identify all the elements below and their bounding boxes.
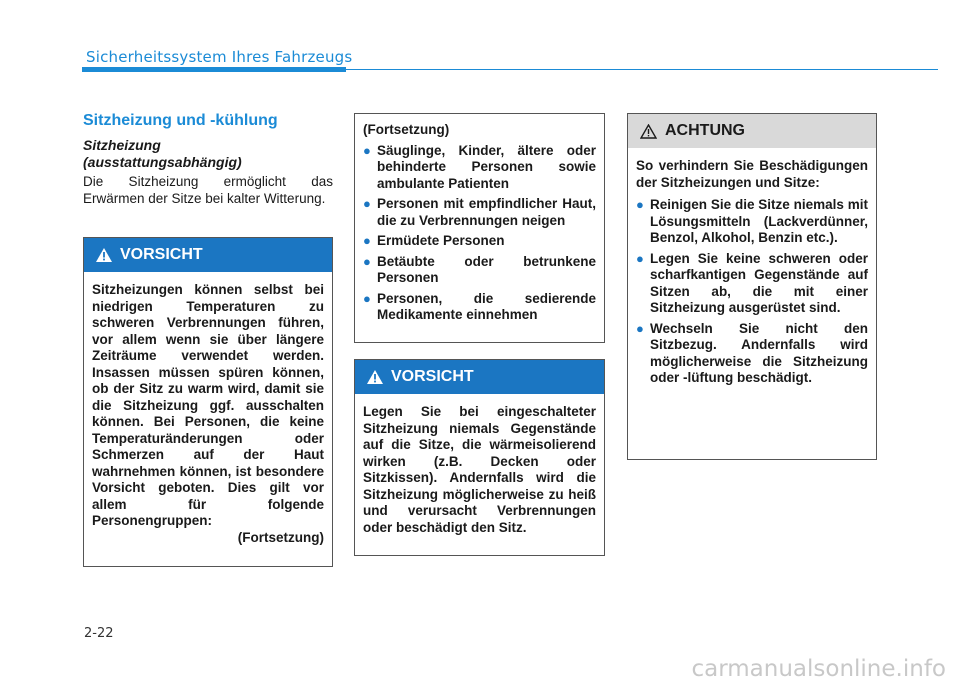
list-item: ● Säuglinge, Kinder, ältere oder behinderte Personen sowie ambulante Patienten <box>363 142 596 191</box>
subsection-title-line1: Sitzheizung <box>83 137 161 153</box>
warning-triangle-outline-icon <box>640 124 657 139</box>
watermark: carmanualsonline.info <box>691 656 946 682</box>
caution-header <box>84 238 332 272</box>
continuation-box <box>354 113 605 343</box>
running-header: Sicherheitssystem Ihres Fahrzeugs <box>86 48 353 66</box>
continuation-body <box>355 114 604 334</box>
continuation-label: (Fortsetzung) <box>363 122 450 137</box>
bullet-icon: ● <box>363 196 371 211</box>
warning-box <box>627 113 877 460</box>
subsection-title-line2: (ausstattungsabhängig) <box>83 154 242 170</box>
subsection-title <box>83 137 343 171</box>
list-item: ● Reinigen Sie die Sitze niemals mit Lösungsmitteln (Lackverdünner, Benzol, Alkohol, Benzin etc.). <box>636 197 868 245</box>
warning-header <box>628 114 876 148</box>
intro-paragraph: Die Sitzheizung ermöglicht das Erwärmen der Sitze bei kalter Witterung. <box>83 174 333 206</box>
continued-note: (Fortsetzung) <box>237 529 324 545</box>
warning-body <box>628 148 876 397</box>
bullet-icon: ● <box>363 290 371 306</box>
section-title: Sitzheizung und -kühlung <box>83 112 278 129</box>
bullet-icon: ● <box>363 233 371 248</box>
bullet-icon: ● <box>636 320 644 336</box>
caution-label: VORSICHT <box>391 368 474 385</box>
page-number: 2-22 <box>84 626 114 641</box>
warning-triangle-icon <box>367 370 383 384</box>
warning-triangle-icon <box>96 248 112 262</box>
list-item: ● Legen Sie keine schweren oder scharfkantigen Gegenstände auf Sitzen ab, die mit einer Sitzheizung ausgerüstet sind. <box>636 250 868 315</box>
bullet-icon: ● <box>636 250 644 266</box>
warning-intro: So verhindern Sie Beschädigungen der Sitzheizungen und Sitze: <box>636 158 868 190</box>
bullet-icon: ● <box>636 197 644 212</box>
bullet-icon: ● <box>363 253 371 269</box>
warning-list <box>636 197 868 387</box>
caution-text: Sitzheizungen können selbst bei niedrigen Temperaturen zu schweren Verbrennungen führen, vor allem wenn sie über längere Zeiträume verwendet werden. Insassen müssen spüren können, ob der Sitz zu warm wird, damit sie die Sitzheizung ggf. ausschalten können. Bei Personen, die keine Temperaturänderungen oder Schmerzen auf der Haut wahrnehmen können, ist besondere Vorsicht geboten. Dies gilt vor allem für folgende Personengruppen: <box>92 282 324 528</box>
caution-body <box>84 272 332 552</box>
caution-header <box>355 360 604 394</box>
list-item: ● Betäubte oder betrunkene Personen <box>363 253 596 285</box>
header-rule <box>346 69 938 70</box>
caution-text: Legen Sie bei eingeschalteter Sitzheizung niemals Gegenstände auf die Sitze, die wärmeisolierend wirken (z.B. Decken oder Sitzkissen). Andernfalls wird die Sitzheizung möglicherweise zu heiß und verursacht Verbrennungen oder beschädigt den Sitz. <box>363 404 596 535</box>
list-item: ● Personen mit empfindlicher Haut, die zu Verbrennungen neigen <box>363 196 596 228</box>
header-accent-bar <box>82 67 346 72</box>
caution-body <box>355 394 604 542</box>
list-item: ● Ermüdete Personen <box>363 233 505 248</box>
person-group-list <box>363 143 596 324</box>
caution-box-seat-heating <box>83 237 333 567</box>
warning-label: ACHTUNG <box>665 122 745 139</box>
list-item: ● Wechseln Sie nicht den Sitzbezug. Andernfalls wird möglicherweise die Sitzheizung oder -lüftung beschädigt. <box>636 320 868 385</box>
caution-box-objects <box>354 359 605 556</box>
caution-label: VORSICHT <box>120 246 203 263</box>
list-item: ● Personen, die sedierende Medikamente einnehmen <box>363 290 596 322</box>
bullet-icon: ● <box>363 142 371 158</box>
